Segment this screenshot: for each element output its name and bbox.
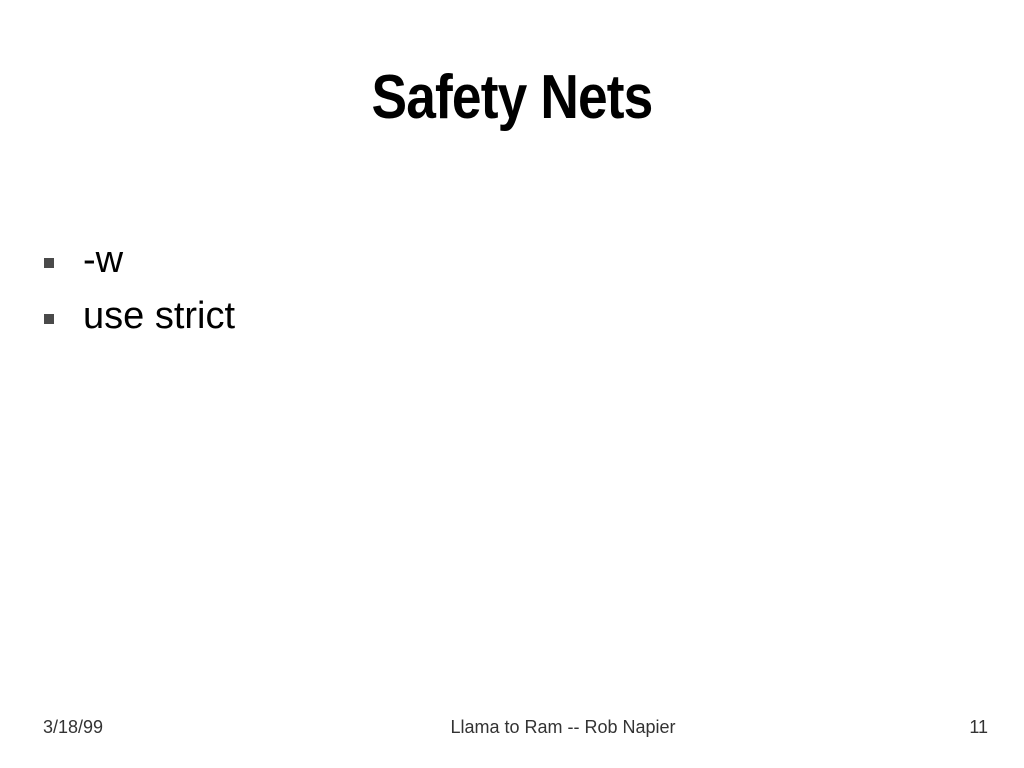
- footer-presentation-title: Llama to Ram -- Rob Napier: [450, 717, 676, 737]
- footer-date: 3/18/99: [43, 717, 104, 737]
- slide-title: Safety Nets: [371, 63, 653, 132]
- bullet-text: -w: [83, 239, 124, 281]
- list-item: [44, 232, 235, 288]
- bullet-text: use strict: [83, 295, 236, 337]
- list-item: [44, 288, 235, 344]
- page-number: 11: [969, 717, 988, 737]
- square-bullet-icon: [44, 314, 54, 324]
- bullet-list: [44, 232, 235, 344]
- square-bullet-icon: [44, 258, 54, 268]
